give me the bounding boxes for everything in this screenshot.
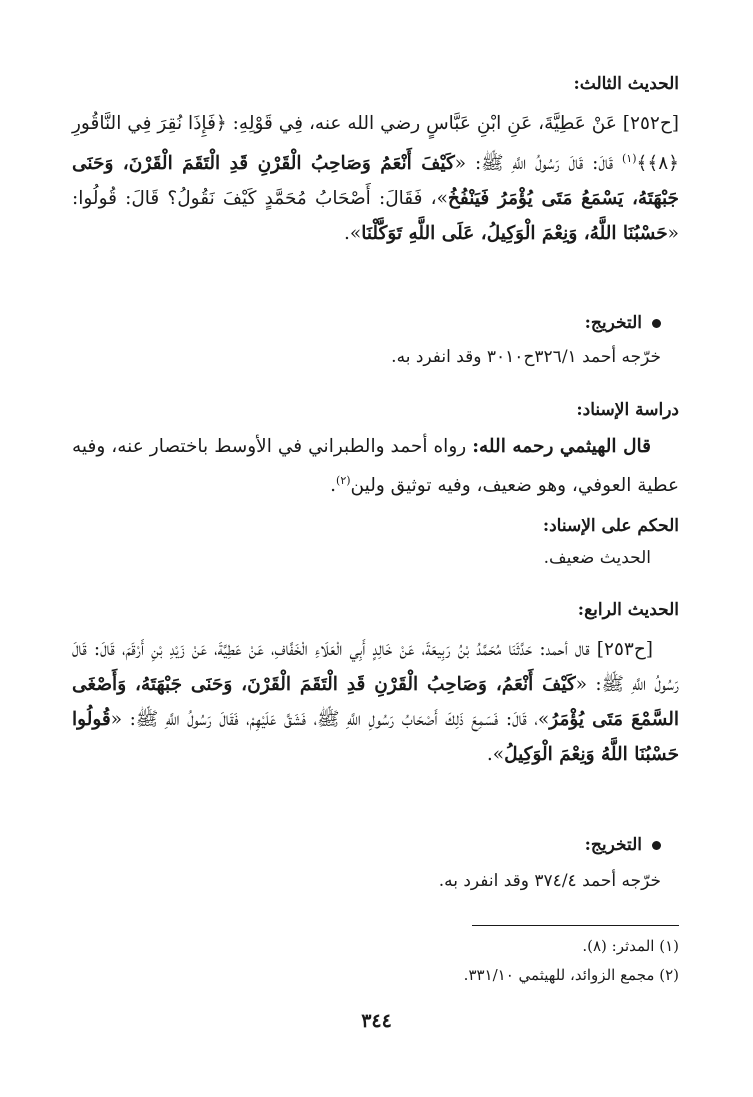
footnote-ref-2[interactable]: (٢) bbox=[336, 474, 351, 487]
footnote-1: (١) المدثر: (٨). bbox=[582, 937, 679, 955]
hadith-4-text-part1: [ح٢٥٣] قال أحمد: حَدَّثَنَا مُحَمَّدُ بْنُ رَبِيعَةَ، عَنْ خَالِدٍ أَبِي الْعَلَاءِ الْخَفَّافِ، عَنْ عَطِيَّةَ، عَنْ زَيْدِ بْنِ أَرْقَمَ، قَالَ: قَالَ رَسُولُ اللَّهِ ﷺ: « bbox=[72, 639, 679, 695]
isnad-end: . bbox=[330, 475, 337, 497]
ruling-title: الحكم على الإسناد: bbox=[542, 516, 679, 536]
hadith-3-takhrij-label: التخريج: bbox=[584, 313, 642, 333]
hadith-3-text bbox=[72, 106, 679, 251]
hadith-3-quote-1: كَيْفَ أَنْعَمُ وَصَاحِبُ الْقَرْنِ قَدِ الْتَقَمَ الْقَرْنَ، وَحَنَى جَبْهَتَهُ، يَسْمَعُ مَتَى يُؤْمَرُ فَيَنْفُخُ bbox=[72, 153, 679, 210]
page-number: ٣٤٤ bbox=[361, 1010, 392, 1032]
footnote-2: (٢) مجمع الزوائد، للهيثمي ٣٣١/١٠. bbox=[463, 966, 679, 984]
isnad-text bbox=[72, 430, 679, 503]
hadith-4-quote-1: كَيْفَ أَنْعَمُ، وَصَاحِبُ الْقَرْنِ قَدِ الْتَقَمَ الْقَرْنَ، وَحَنَى جَبْهَتَهُ، وَأَصْغَى السَّمْعَ مَتَى يُؤْمَرُ bbox=[72, 674, 679, 730]
hadith-4-takhrij-heading bbox=[585, 835, 661, 855]
hadith-4-text-part2: »، قَالَ: فَسَمِعَ ذَلِكَ أَصْحَابُ رَسُولِ اللَّهِ ﷺ، فَشَقَّ عَلَيْهِمْ، فَقَالَ رَسُولُ اللَّهِ ﷺ: « bbox=[110, 709, 550, 730]
isnad-lead: قال الهيثمي رحمه الله: bbox=[472, 436, 651, 457]
hadith-4-takhrij-label: التخريج: bbox=[584, 835, 642, 855]
hadith-4-title: الحديث الرابع: bbox=[577, 600, 679, 620]
hadith-4-takhrij-text: خرّجه أحمد ٣٧٤/٤ وقد انفرد به. bbox=[438, 871, 661, 891]
hadith-3-text-part2: قَالَ: قَالَ رَسُولُ اللَّهِ ﷺ: « bbox=[454, 153, 622, 175]
hadith-3-title: الحديث الثالث: bbox=[573, 74, 679, 94]
footnote-divider bbox=[472, 925, 679, 926]
hadith-3-text-part4: ». bbox=[344, 223, 362, 245]
hadith-3-text-part3: »، فَقَالَ: أَصْحَابُ مُحَمَّدٍ كَيْفَ نَقُولُ؟ قَالَ: قُولُوا: « bbox=[72, 188, 679, 245]
ruling-text: الحديث ضعيف. bbox=[543, 548, 651, 568]
hadith-4-text bbox=[72, 632, 679, 772]
isnad-title: دراسة الإسناد: bbox=[576, 400, 679, 420]
footnote-ref-1[interactable]: (١) bbox=[622, 152, 637, 165]
hadith-4-quote-2: قُولُوا حَسْبُنَا اللَّهُ وَنِعْمَ الْوَكِيلُ bbox=[72, 709, 679, 765]
bullet-icon bbox=[652, 841, 661, 850]
hadith-4-text-part3: ». bbox=[486, 744, 505, 765]
hadith-3-quote-2: حَسْبُنَا اللَّهُ، وَنِعْمَ الْوَكِيلُ، عَلَى اللَّهِ تَوَكَّلْنَا bbox=[361, 223, 668, 245]
hadith-3-text-part1: [ح٢٥٢] عَنْ عَطِيَّةَ، عَنِ ابْنِ عَبَّاسٍ رضي الله عنه، فِي قَوْلِهِ: ﴿فَإِذَا نُقِرَ فِي النَّاقُورِ ﴿٨﴾﴾ bbox=[72, 113, 679, 175]
bullet-icon bbox=[652, 319, 661, 328]
isnad-body: رواه أحمد والطبراني في الأوسط باختصار عنه، وفيه عطية العوفي، وهو ضعيف، وفيه توثيق ولين bbox=[72, 436, 679, 497]
hadith-3-takhrij-text: خرّجه أحمد ٣٢٦/١ح٣٠١٠ وقد انفرد به. bbox=[391, 347, 661, 367]
hadith-3-takhrij-heading bbox=[585, 313, 661, 333]
